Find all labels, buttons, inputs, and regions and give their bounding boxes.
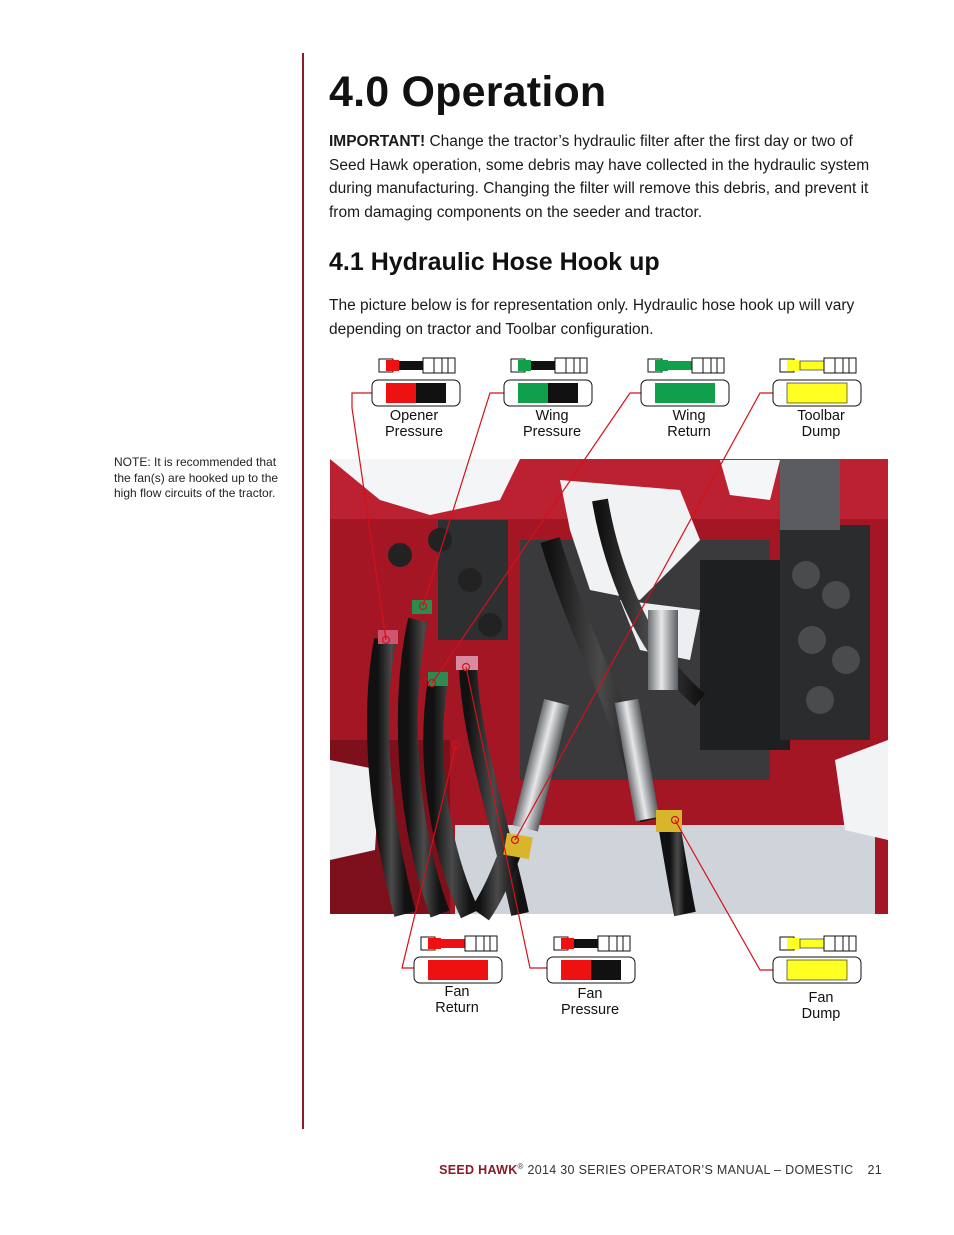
hose-icon-toolbar-dump	[773, 358, 861, 406]
important-text: Change the tractor’s hydraulic filter after the first day or two of Seed Hawk operation, some debris may have collected in the hydraulic system during manufacturing. Changing the filter will remove this debris, and prevent it from damaging components on the seeder and tractor.	[329, 133, 870, 221]
page-title: 4.0 Operation	[329, 68, 607, 116]
label-fan-return: Fan Return	[435, 984, 479, 1016]
footer-registered-mark: ®	[517, 1162, 524, 1171]
page-footer	[439, 1162, 882, 1177]
section-heading: 4.1 Hydraulic Hose Hook up	[329, 248, 660, 276]
label-fan-dump: Fan Dump	[801, 990, 841, 1022]
footer-title: 2014 30 SERIES OPERATOR’S MANUAL – DOMESTIC	[523, 1163, 854, 1178]
label-wing-pressure: Wing Pressure	[522, 408, 582, 440]
important-label: IMPORTANT!	[329, 133, 426, 150]
hose-icon-wing-return	[641, 358, 729, 406]
hose-icon-fan-pressure	[547, 936, 635, 983]
page-number: 21	[867, 1163, 882, 1178]
side-note: NOTE: It is recommended that the fan(s) are hooked up to the high flow circuits of the tractor.	[114, 455, 279, 500]
hose-icon-opener-pressure	[372, 358, 460, 406]
tractor-hydraulics-photo	[330, 459, 888, 914]
label-opener-pressure: Opener Pressure	[384, 408, 444, 440]
lead-paragraph: The picture below is for representation only. Hydraulic hose hook up will vary depending on tractor and Toolbar configuration.	[329, 297, 855, 338]
label-toolbar-dump: Toolbar Dump	[797, 408, 845, 440]
hose-icon-fan-return	[414, 936, 502, 983]
hose-icon-wing-pressure	[504, 358, 592, 406]
label-fan-pressure: Fan Pressure	[560, 986, 620, 1018]
footer-brand: SEED HAWK	[439, 1163, 518, 1178]
hose-icon-fan-dump	[773, 936, 861, 983]
label-wing-return: Wing Return	[667, 408, 711, 440]
